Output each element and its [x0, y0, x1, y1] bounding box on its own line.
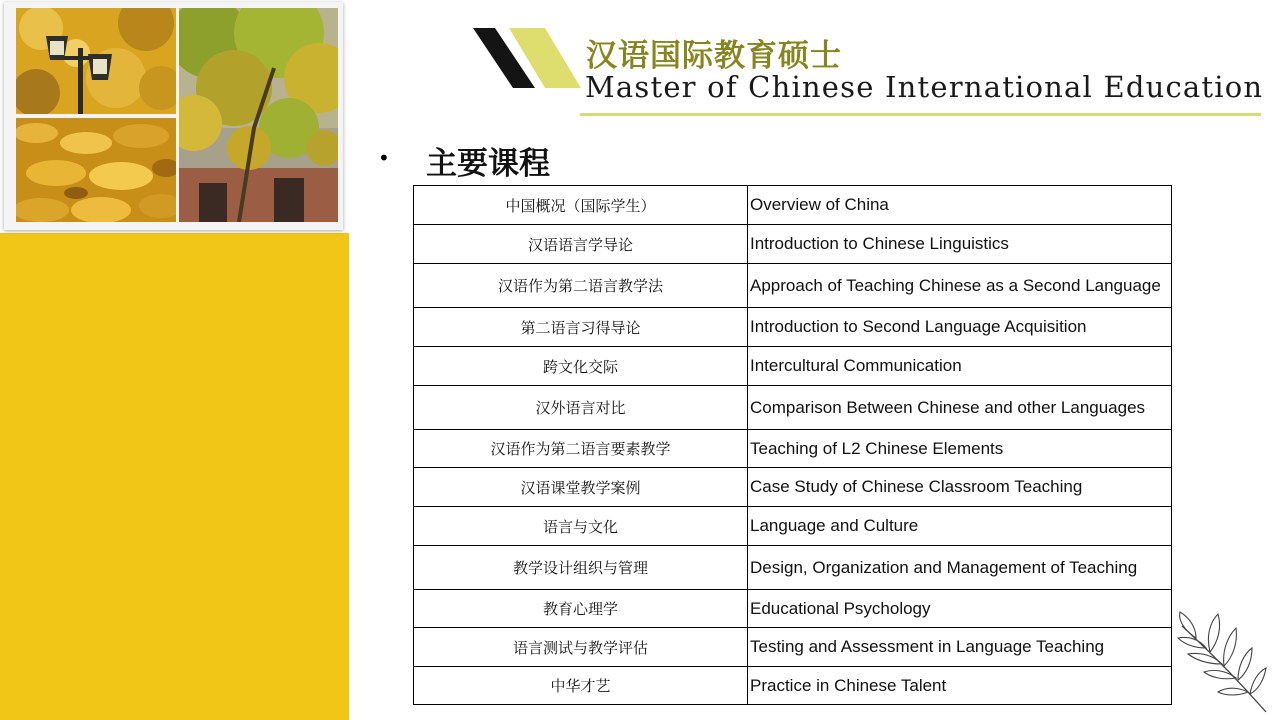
program-logo: [473, 26, 583, 94]
course-name-en: Introduction to Chinese Linguistics: [748, 225, 1172, 264]
table-row: [414, 546, 1172, 590]
course-name-cn: 汉语作为第二语言要素教学: [414, 430, 748, 468]
course-name-en: Practice in Chinese Talent: [748, 667, 1172, 705]
table-row: [414, 186, 1172, 225]
course-name-cn: 汉语语言学导论: [414, 225, 748, 264]
table-row: [414, 430, 1172, 468]
table-row: [414, 264, 1172, 308]
bullet-point: •: [378, 146, 390, 170]
course-name-en: Design, Organization and Management of Teaching: [748, 546, 1172, 590]
photo-collage: [4, 2, 343, 230]
course-name-en: Comparison Between Chinese and other Languages: [748, 386, 1172, 430]
course-name-cn: 汉语作为第二语言教学法: [414, 264, 748, 308]
course-name-en: Approach of Teaching Chinese as a Second Language: [748, 264, 1172, 308]
title-divider: [580, 113, 1261, 116]
course-name-en: Introduction to Second Language Acquisition: [748, 308, 1172, 347]
ginkgo-building-photo: [179, 8, 338, 222]
program-title-cn: 汉语国际教育硕士: [586, 38, 842, 74]
course-name-en: Language and Culture: [748, 507, 1172, 546]
course-name-cn: 汉语课堂教学案例: [414, 468, 748, 507]
table-row: [414, 347, 1172, 386]
table-row: [414, 628, 1172, 667]
fallen-leaves-photo: [16, 118, 176, 222]
table-row: [414, 225, 1172, 264]
course-name-en: Testing and Assessment in Language Teaching: [748, 628, 1172, 667]
course-name-cn: 中华才艺: [414, 667, 748, 705]
course-name-cn: 教学设计组织与管理: [414, 546, 748, 590]
course-name-cn: 语言与文化: [414, 507, 748, 546]
course-name-cn: 教育心理学: [414, 590, 748, 628]
table-row: [414, 308, 1172, 347]
course-name-cn: 汉外语言对比: [414, 386, 748, 430]
table-row: [414, 386, 1172, 430]
table-row: [414, 468, 1172, 507]
course-name-en: Case Study of Chinese Classroom Teaching: [748, 468, 1172, 507]
table-row: [414, 667, 1172, 705]
section-title: 主要课程: [426, 146, 550, 182]
course-name-cn: 中国概况（国际学生）: [414, 186, 748, 225]
course-name-cn: 跨文化交际: [414, 347, 748, 386]
course-name-en: Educational Psychology: [748, 590, 1172, 628]
course-name-cn: 语言测试与教学评估: [414, 628, 748, 667]
course-name-en: Overview of China: [748, 186, 1172, 225]
course-name-en: Teaching of L2 Chinese Elements: [748, 430, 1172, 468]
course-name-cn: 第二语言习得导论: [414, 308, 748, 347]
yellow-side-panel: [0, 233, 349, 720]
program-title-en: Master of Chinese International Education: [585, 70, 1264, 104]
course-name-en: Intercultural Communication: [748, 347, 1172, 386]
lamp-photo: [16, 8, 176, 114]
course-table: [413, 185, 1172, 705]
table-row: [414, 507, 1172, 546]
leaf-branch-decoration: [1176, 608, 1272, 720]
table-row: [414, 590, 1172, 628]
